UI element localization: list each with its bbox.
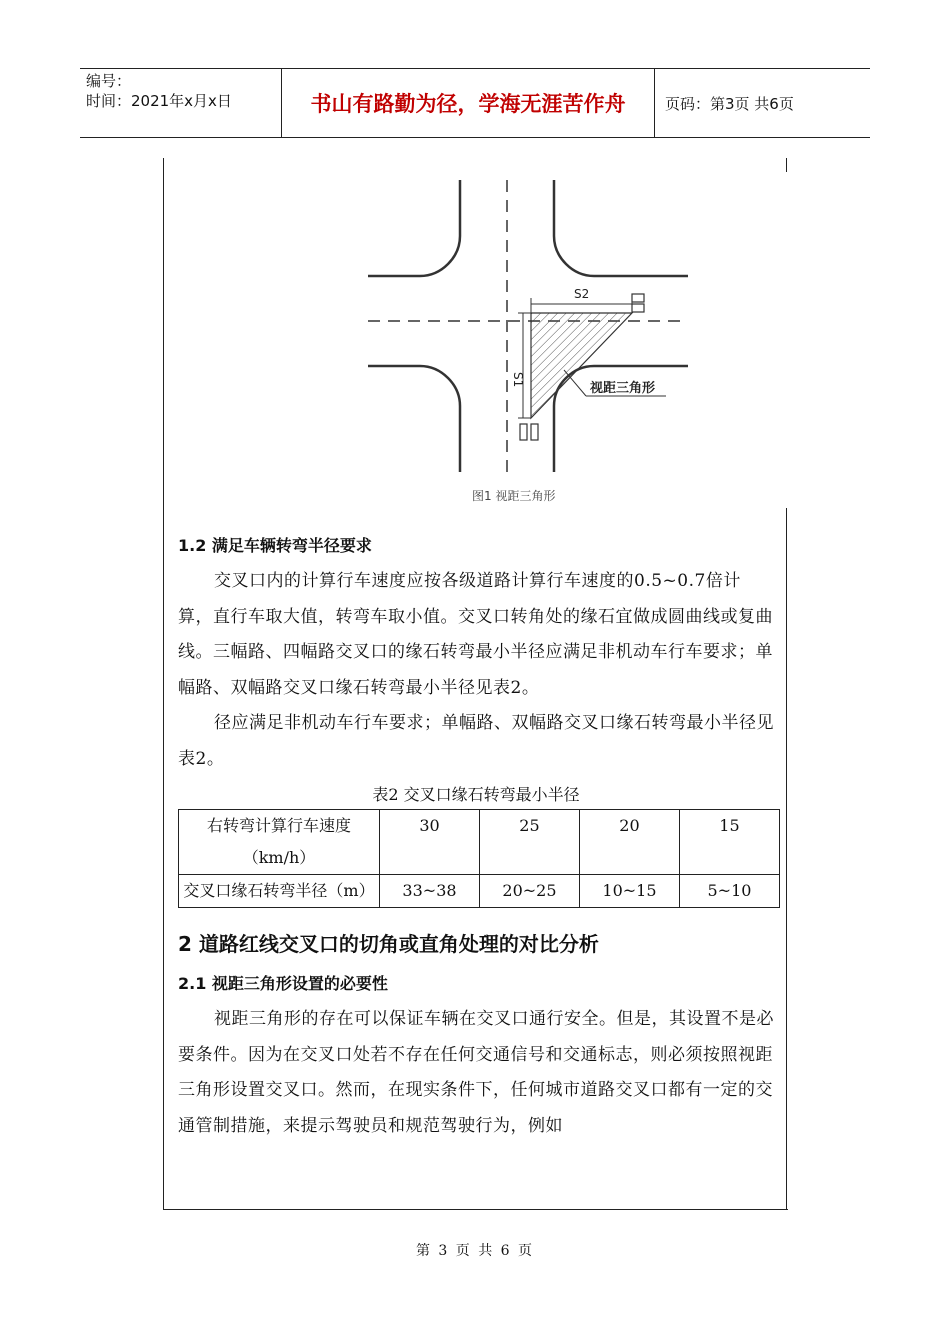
- road-edge-top-left: [368, 180, 460, 276]
- section-2-1-para-1: 视距三角形的存在可以保证车辆在交叉口通行安全。但是，其设置不是必要条件。因为在交叉口处若不存在任何交通信号和交通标志，则必须按照视距三角形设置交叉口。然而，在现实条件下，任何城市道路交叉口都有一定的交通管制措施，来提示驾驶员和规范驾驶行为，例如: [178, 1009, 774, 1136]
- label-s2: S2: [574, 287, 590, 301]
- table-cell: 33~38: [380, 875, 480, 908]
- road-edge-bottom-left: [368, 366, 460, 472]
- table-row: [179, 810, 780, 875]
- serial-label: 编号：: [86, 72, 132, 90]
- table-cell: 10~15: [579, 875, 679, 908]
- sight-triangle-figure: [368, 180, 688, 510]
- page-footer: 第 3 页 共 6 页: [415, 1243, 535, 1259]
- road-edge-top-right: [554, 180, 688, 276]
- page-header: [80, 68, 870, 138]
- table-row: [179, 875, 780, 908]
- label-sight-triangle: 视距三角形: [590, 381, 656, 396]
- figure-caption: 图1 视距三角形: [472, 489, 556, 503]
- frame-right-edge: [786, 508, 787, 1210]
- vehicle-bottom-1: [520, 424, 527, 440]
- vehicle-right-2: [632, 304, 644, 312]
- section-1-2-para-1: 交叉口内的计算行车速度应按各级道路计算行车速度的0.5~0.7倍计算，直行车取大值，转弯车取小值。交叉口转角处的缘石宜做成圆曲线或复曲线。三幅路、四幅路交叉口的缘石转弯最小半径应满足非机动车行车要求；单幅路、双幅路交叉口缘石转弯最小半径见表2。: [178, 571, 773, 698]
- table-2: [178, 809, 780, 908]
- header-meta: [80, 69, 282, 137]
- time-label: 时间：2021年x月x日: [86, 92, 232, 110]
- section-2-1-heading: 2.1 视距三角形设置的必要性: [178, 974, 388, 993]
- header-motto: 书山有路勤为径，学海无涯苦作舟: [282, 69, 655, 137]
- vehicle-right-1: [632, 294, 644, 302]
- table-cell: 右转弯计算行车速度（km/h）: [179, 810, 380, 875]
- table-cell: 5~10: [679, 875, 779, 908]
- table-cell: 25: [479, 810, 579, 875]
- vehicle-bottom-2: [531, 424, 538, 440]
- table-cell: 30: [380, 810, 480, 875]
- header-page-info: 页码：第3页 共6页: [665, 94, 794, 113]
- table-cell: 交叉口缘石转弯半径（m）: [179, 875, 380, 908]
- table-cell: 20: [579, 810, 679, 875]
- table-cell: 15: [679, 810, 779, 875]
- section-1-2-para-2: 径应满足非机动车行车要求；单幅路、双幅路交叉口缘石转弯最小半径见表2。: [178, 713, 774, 769]
- main-content: [178, 528, 774, 1144]
- section-1-2-heading: 1.2 满足车辆转弯半径要求: [178, 536, 372, 555]
- label-s1: S1: [511, 372, 525, 388]
- frame-right-edge-top: [786, 158, 787, 172]
- table-cell: 20~25: [479, 875, 579, 908]
- table-2-caption: 表2 交叉口缘石转弯最小半径: [372, 785, 580, 804]
- section-2-heading: 2 道路红线交叉口的切角或直角处理的对比分析: [178, 932, 599, 956]
